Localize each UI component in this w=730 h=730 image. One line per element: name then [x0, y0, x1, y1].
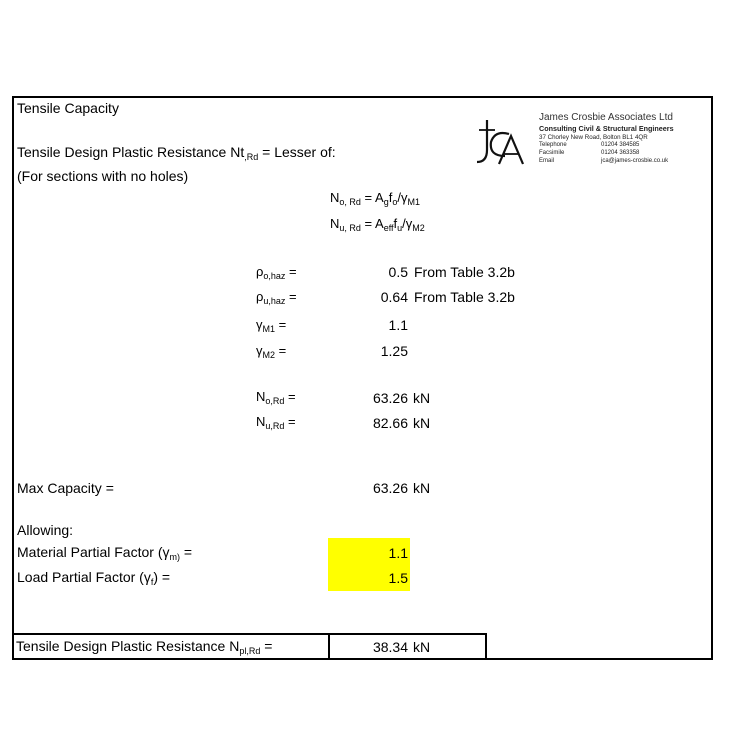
formula-no-rd: $N_{o, Rd} = A_gf_o/\gamma_{M1}$	[330, 190, 420, 207]
company-subtitle: Consulting Civil & Structural Engineers	[539, 124, 674, 133]
load-factor-label: Load Partial Factor $(\gamma_f)$ =	[17, 569, 171, 587]
max-capacity-label: Max Capacity =	[17, 480, 114, 496]
result-value: 38.34	[372, 639, 408, 655]
nu-rd-value: 82.66	[372, 415, 408, 431]
no-rd-unit: kN	[413, 390, 431, 406]
resistance-intro: Tensile Design Plastic Resistance $Nt_{,Rd}$ = Lesser of:	[17, 144, 336, 162]
nu-rd-label: $N_{u,Rd}$ =	[256, 414, 296, 431]
company-logo	[465, 114, 527, 174]
max-capacity-value: 63.26	[372, 480, 408, 496]
param-gamma-m1-label: $\gamma_{M1}$ =	[256, 317, 287, 334]
result-unit: kN	[413, 639, 431, 655]
company-address: 37 Chorley New Road, Bolton BL1 4QR	[539, 134, 648, 141]
formula-nu-rd: $N_{u, Rd} = A_{eff}f_u/\gamma_{M2}$	[330, 216, 425, 233]
company-name: James Crosbie Associates Ltd	[539, 112, 673, 123]
param-gamma-m1-value: 1.1	[388, 317, 408, 333]
allowing-heading: Allowing:	[17, 522, 74, 538]
section-title: Tensile Capacity	[17, 100, 119, 116]
company-telephone: Telephone 01204 384585	[539, 142, 640, 148]
material-factor-value[interactable]: 1.1	[388, 545, 408, 561]
no-rd-value: 63.26	[372, 390, 408, 406]
param-gamma-m2-label: $\gamma_{M2}$ =	[256, 343, 287, 360]
nu-rd-unit: kN	[413, 415, 431, 431]
no-holes-note: (For sections with no holes)	[17, 168, 189, 184]
result-label: Tensile Design Plastic Resistance $N_{pl,Rd}$ =	[16, 638, 273, 656]
material-factor-label: Material Partial Factor ($\gamma_{m)}$ =	[17, 544, 193, 562]
param-rho-o-haz-value: 0.5	[388, 264, 408, 280]
no-rd-label: $N_{o,Rd}$ =	[256, 389, 296, 406]
param-rho-u-haz-note: From Table 3.2b	[414, 289, 515, 305]
company-facsimile: Facsimile 01204 363358	[539, 150, 640, 156]
load-factor-value[interactable]: 1.5	[388, 570, 408, 586]
param-gamma-m2-value: 1.25	[380, 343, 408, 359]
param-rho-o-haz-label: $\rho_{o,haz}$ =	[256, 264, 297, 281]
param-rho-u-haz-label: $\rho_{u,haz}$ =	[256, 289, 297, 306]
max-capacity-unit: kN	[413, 480, 431, 496]
param-rho-u-haz-value: 0.64	[380, 289, 408, 305]
company-email: Email jca@james-crosbie.co.uk	[539, 158, 669, 164]
param-rho-o-haz-note: From Table 3.2b	[414, 264, 515, 280]
